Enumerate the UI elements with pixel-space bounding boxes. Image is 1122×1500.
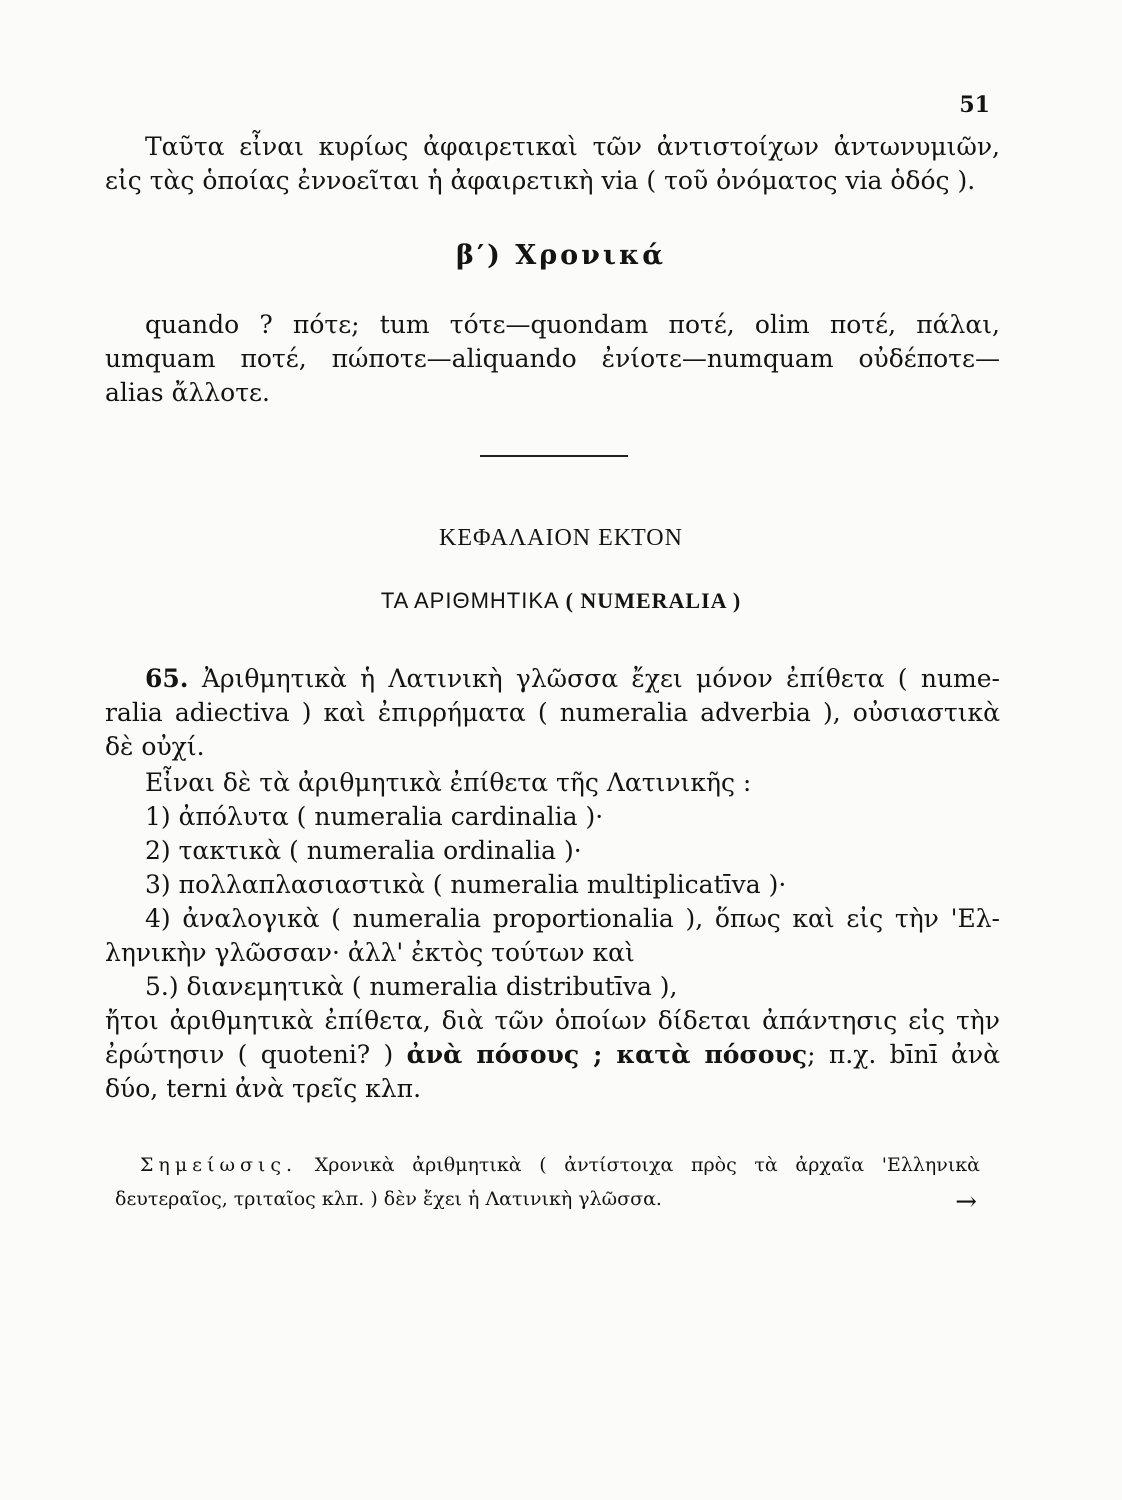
paragraph-65-line-1 (105, 662, 1000, 696)
intro-paragraph (105, 130, 1000, 198)
chapter-subtitle-latin: ( NUMERALIA ) (565, 588, 742, 613)
temporal-line-2: umquam ποτέ, πώποτε—aliquando ἐνίοτε—numquam οὐδέποτε— (105, 344, 1000, 373)
distributive-question-bold: ἀνὰ πόσους ; κατὰ πόσους (406, 1040, 808, 1069)
footnote-line-1 (140, 1148, 980, 1182)
temporal-paragraph (105, 308, 1000, 410)
intro-line-2: εἰς τὰς ὁποίας ἐννοεῖται ἡ ἀφαιρετικὴ via ( τοῦ ὀνόματος via ὁδός ). (105, 166, 976, 195)
continuation-arrow-icon: → (955, 1187, 977, 1217)
list-item-proportional-cont: ληνικὴν γλῶσσαν· ἀλλ' ἐκτὸς τούτων καὶ (105, 938, 635, 967)
page-number: 51 (959, 92, 990, 118)
list-item-distributive: 5.) διανεμητικὰ ( numeralia distributīva ), (145, 972, 678, 1001)
chapter-subtitle-greek: ΤΑ ΑΡΙΘΜΗΤΙΚΑ (380, 588, 559, 613)
paragraph-65-line-3: δὲ οὐχί. (105, 732, 205, 761)
distributive-line-3: δύο, terni ἀνὰ τρεῖς κλπ. (105, 1074, 422, 1103)
section-divider (480, 455, 628, 457)
temporal-line-1: quando ? πότε; tum τότε—quondam ποτέ, olim ποτέ, πάλαι, (145, 310, 1000, 339)
list-intro: Εἶναι δὲ τὰ ἀριθμητικὰ ἐπίθετα τῆς Λατινικῆς : (145, 768, 752, 797)
list-item-ordinal: 2) τακτικὰ ( numeralia ordinalia )· (145, 836, 582, 865)
distributive-line-1: ἤτοι ἀριθμητικὰ ἐπίθετα, διὰ τῶν ὁποίων δίδεται ἀπάντησις εἰς τὴν (105, 1006, 1000, 1035)
distributive-line-2 (105, 1038, 1000, 1072)
list-item-cardinal: 1) ἀπόλυτα ( numeralia cardinalia )· (145, 802, 604, 831)
distributive-line-2-start: ἐρώτησιν ( quoteni? ) (105, 1040, 394, 1069)
temporal-line-3: alias ἄλλοτε. (105, 378, 270, 407)
footnote-text-1: Χρονικὰ ἀριθμητικὰ ( ἀντίστοιχα πρὸς τὰ ἀρχαῖα 'Ελληνικὰ (314, 1154, 980, 1176)
footnote-label: Σημείωσις. (140, 1154, 298, 1176)
list-item-proportional: 4) ἀναλογικὰ ( numeralia proportionalia ), ὅπως καὶ εἰς τὴν 'Ελ- (145, 904, 1000, 933)
numeral-types-list (105, 766, 1000, 1106)
section-heading-temporal: β′) Χρονικά (456, 240, 666, 271)
chapter-title: ΚΕΦΑΛΑΙΟΝ ΕΚΤΟΝ (439, 525, 683, 551)
distributive-line-2-end: ; π.χ. bīnī ἀνὰ (807, 1040, 1000, 1069)
chapter-subtitle (0, 588, 1122, 614)
paragraph-65-line-2: ralia adiectiva ) καὶ ἐπιρρήματα ( numeralia adverbia ), οὐσιαστικὰ (105, 698, 1000, 727)
footnote-line-2: δευτεραῖος, τριταῖος κλπ. ) δὲν ἔχει ἡ Λατινικὴ γλῶσσα. (115, 1188, 662, 1210)
paragraph-65-text-1: Ἀριθμητικὰ ἡ Λατινικὴ γλῶσσα ἔχει μόνον ἐπίθετα ( nume- (201, 664, 1000, 693)
paragraph-65 (105, 662, 1000, 764)
footnote (115, 1148, 980, 1216)
paragraph-number: 65. (145, 664, 189, 693)
list-item-multiplicative: 3) πολλαπλασιαστικὰ ( numeralia multiplicatīva )· (145, 870, 787, 899)
intro-line-1: Ταῦτα εἶναι κυρίως ἀφαιρετικαὶ τῶν ἀντιστοίχων ἀντωνυμιῶν, (145, 132, 1000, 161)
